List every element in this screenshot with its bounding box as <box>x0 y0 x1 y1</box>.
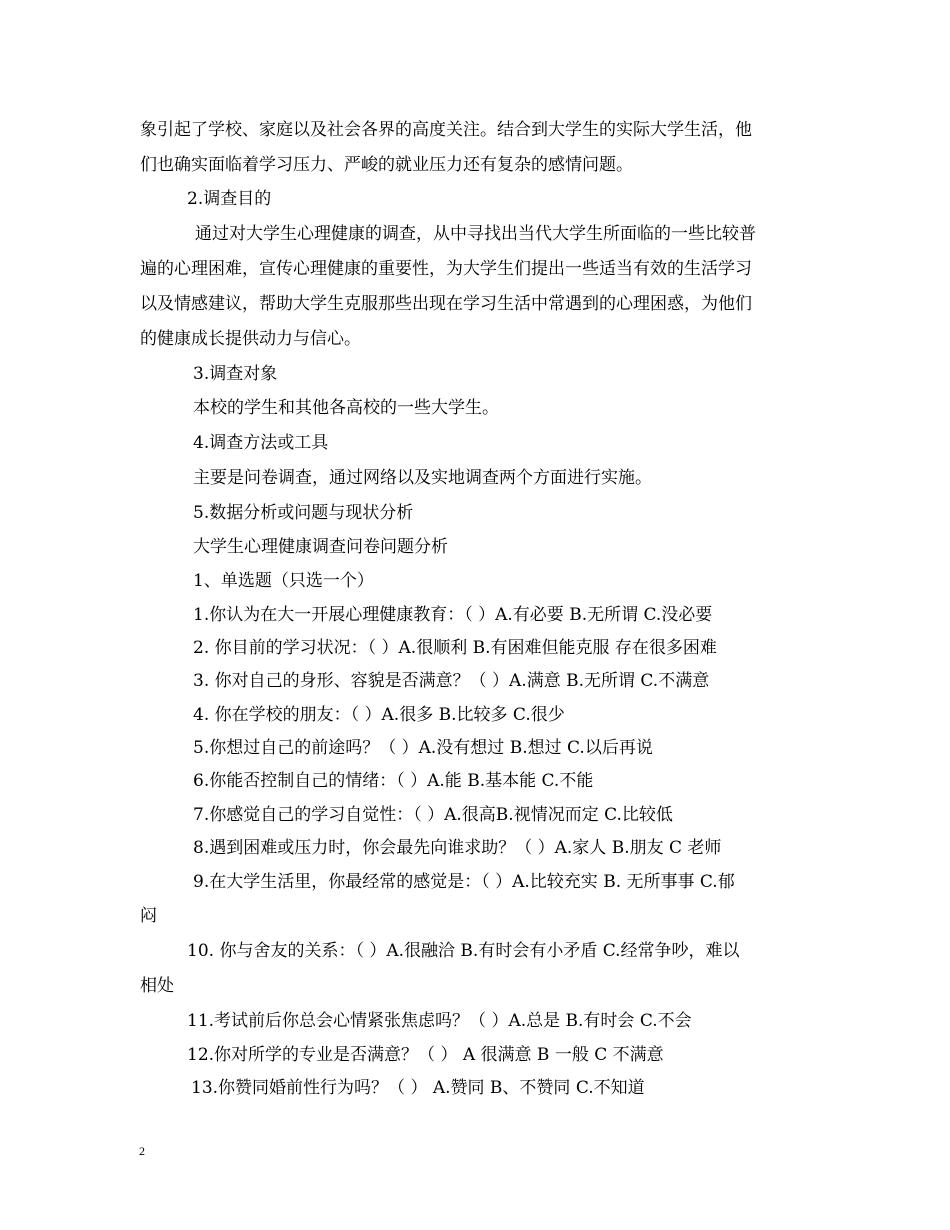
question-item: 12.你对所学的专业是否满意？（ ） A 很满意 B 一般 C 不满意 <box>187 1045 664 1065</box>
page-number: 2 <box>139 1144 145 1158</box>
section-heading: 5.数据分析或问题与现状分析 <box>193 503 414 523</box>
question-item: 4. 你在学校的朋友：（ ）A.很多 B.比较多 C.很少 <box>193 705 565 725</box>
question-item: 8.遇到困难或压力时，你会最先向谁求助？（ ）A.家人 B.朋友 C 老师 <box>193 838 722 858</box>
body-line: 以及情感建议，帮助大学生克服那些出现在学习生活中常遇到的心理困惑，为他们 <box>140 294 752 314</box>
section-heading: 2.调查目的 <box>187 189 272 209</box>
section-heading: 3.调查对象 <box>193 364 278 384</box>
question-item: 1.你认为在大一开展心理健康教育：（ ）A.有必要 B.无所谓 C.没必要 <box>193 605 713 625</box>
question-item: 3. 你对自己的身形、容貌是否满意？（ ）A.满意 B.无所谓 C.不满意 <box>193 671 710 691</box>
question-item: 6.你能否控制自己的情绪：（ ）A.能 B.基本能 C.不能 <box>193 771 594 791</box>
body-line: 大学生心理健康调查问卷问题分析 <box>193 537 448 557</box>
body-line: 遍的心理困难，宣传心理健康的重要性，为大学生们提出一些适当有效的生活学习 <box>140 259 752 279</box>
body-line: 的健康成长提供动力与信心。 <box>140 329 361 349</box>
question-item: 9.在大学生活里，你最经常的感觉是：（ ）A.比较充实 B. 无所事事 C.郁 <box>193 872 735 892</box>
question-item: 7.你感觉自己的学习自觉性：（ ）A.很高B.视情况而定 C.比较低 <box>193 805 673 825</box>
question-item: 13.你赞同婚前性行为吗？（ ） A.赞同 B、不赞同 C.不知道 <box>191 1078 645 1098</box>
question-item: 10. 你与舍友的关系：（ ）A.很融洽 B.有时会有小矛盾 C.经常争吵，难以 <box>187 941 740 961</box>
question-item: 11.考试前后你总会心情紧张焦虑吗？（ ）A.总是 B.有时会 C.不会 <box>187 1011 692 1031</box>
body-line: 本校的学生和其他各高校的一些大学生。 <box>193 398 499 418</box>
question-group-heading: 1、单选题（只选一个） <box>193 571 374 591</box>
body-line: 通过对大学生心理健康的调查，从中寻找出当代大学生所面临的一些比较普 <box>195 224 756 244</box>
body-line: 主要是问卷调查，通过网络以及实地调查两个方面进行实施。 <box>193 468 652 488</box>
question-item-continued: 相处 <box>140 976 174 996</box>
question-item-continued: 闷 <box>140 906 157 926</box>
section-heading: 4.调查方法或工具 <box>193 433 329 453</box>
question-item: 5.你想过自己的前途吗？（ ）A.没有想过 B.想过 C.以后再说 <box>193 738 653 758</box>
question-item: 2. 你目前的学习状况：（ ）A.很顺利 B.有困难但能克服 存在很多困难 <box>193 638 717 658</box>
body-line: 象引起了学校、家庭以及社会各界的高度关注。结合到大学生的实际大学生活，他 <box>140 120 752 140</box>
body-line: 们也确实面临着学习压力、严峻的就业压力还有复杂的感情问题。 <box>140 155 633 175</box>
